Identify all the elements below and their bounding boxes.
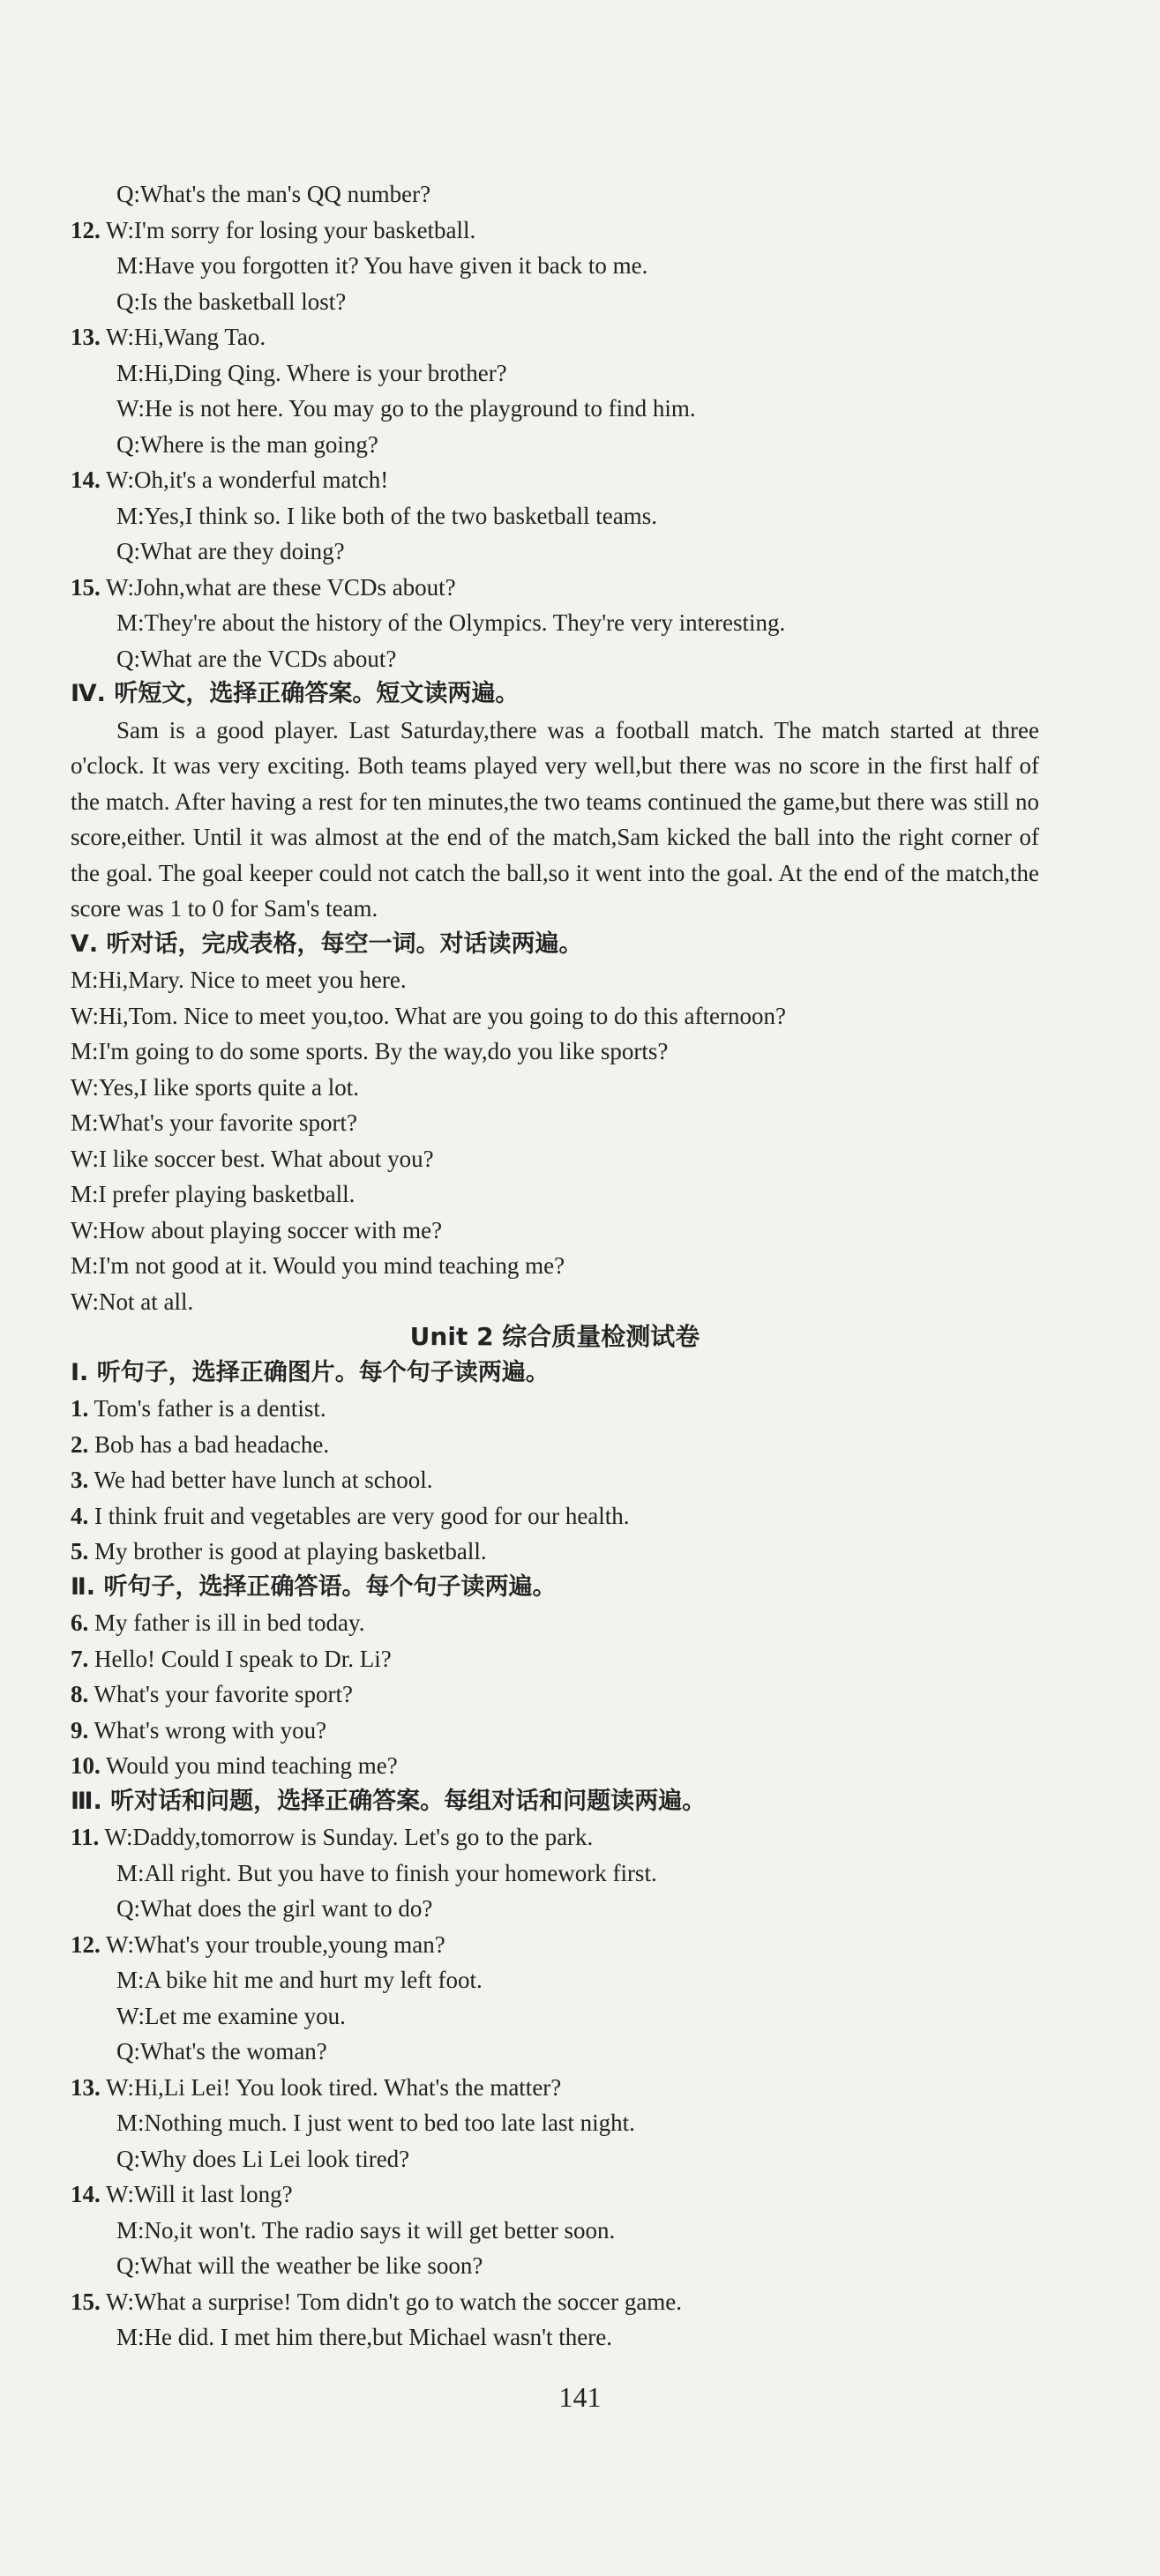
dialogue-line: W:Yes,I like sports quite a lot. <box>71 1073 359 1101</box>
dialogue-line: W:I like soccer best. What about you? <box>71 1145 434 1172</box>
dialogue-line: M:Hi,Ding Qing. Where is your brother? <box>116 359 507 386</box>
dialogue-line: W:How about playing soccer with me? <box>71 1216 443 1243</box>
dialogue-line: Q:Where is the man going? <box>116 430 378 458</box>
dialogue-line: Q:What's the woman? <box>116 2038 327 2065</box>
item-number: 12. <box>71 216 101 243</box>
item-number: 12. <box>71 1930 101 1958</box>
sentence-text: What's wrong with you? <box>94 1716 327 1743</box>
sentence-text: Bob has a bad headache. <box>94 1430 330 1458</box>
dialogue-line: M:A bike hit me and hurt my left foot. <box>116 1967 483 1993</box>
passage-paragraph: Sam is a good player. Last Saturday,there was a football match. The match started at three o'clock. It was very exciting. Both teams played very well,but there was no score in the first half of the match. After having a rest for ten minutes,the two teams continued the game,but there was still no score,either. Until it was almost at the end of the match,Sam kicked the ball into the right corner of the goal. The goal keeper could not catch the ball,so it went into the goal. At the end of the match,the score was 1 to 0 for Sam's team. <box>71 716 1039 922</box>
sentence-text: My brother is good at playing basketball. <box>94 1538 487 1564</box>
dialogue-line <box>71 213 1041 249</box>
item-number: 15. <box>71 2288 101 2315</box>
dialogue-line <box>71 462 1041 498</box>
dialogue-text: W:John,what are these VCDs about? <box>106 573 456 601</box>
dialogue-line <box>71 319 1041 355</box>
section-heading: Ⅴ. 听对话，完成表格，每空一词。对话读两遍。 <box>71 930 583 958</box>
dialogue-line: W:He is not here. You may go to the playground to find him. <box>116 395 696 422</box>
dialogue-line: M:What's your favorite sport? <box>71 1109 358 1136</box>
dialogue-text: W:I'm sorry for losing your basketball. <box>106 216 476 243</box>
dialogue-line: M:No,it won't. The radio says it will get better soon. <box>116 2216 616 2244</box>
dialogue-line <box>71 1927 1041 1963</box>
sentence-item <box>71 1748 1041 1784</box>
unit-title: Unit 2 综合质量检测试卷 <box>409 1322 700 1351</box>
dialogue-line: M:Have you forgotten it? You have given it back to me. <box>116 252 648 279</box>
sentence-item <box>71 1676 1041 1713</box>
section-heading: Ⅳ. 听短文，选择正确答案。短文读两遍。 <box>71 680 520 707</box>
dialogue-text: W:What a surprise! Tom didn't go to watch the soccer game. <box>106 2288 683 2315</box>
dialogue-text: W:Will it last long? <box>106 2181 293 2207</box>
dialogue-text: W:Hi,Li Lei! You look tired. What's the matter? <box>106 2073 562 2101</box>
dialogue-line: M:I'm going to do some sports. By the way,do you like sports? <box>71 1038 669 1064</box>
dialogue-line <box>71 2177 1041 2213</box>
item-number: 13. <box>71 2073 101 2101</box>
item-number: 7. <box>71 1645 89 1672</box>
dialogue-line: Q:What are the VCDs about? <box>116 645 397 672</box>
sentence-item <box>71 1427 1041 1463</box>
dialogue-line: Q:Is the basketball lost? <box>116 287 347 315</box>
item-number: 14. <box>71 467 101 493</box>
page-number: 141 <box>558 2381 602 2413</box>
dialogue-line: Q:What will the weather be like soon? <box>116 2252 483 2279</box>
dialogue-line <box>71 2284 1041 2320</box>
item-number: 11. <box>71 1824 100 1850</box>
item-number: 4. <box>71 1502 89 1529</box>
dialogue-line: Q:Why does Li Lei look tired? <box>116 2145 410 2172</box>
item-number: 15. <box>71 573 101 601</box>
sentence-item <box>71 1498 1041 1534</box>
dialogue-line: M:They're about the history of the Olympics. They're very interesting. <box>116 609 786 636</box>
dialogue-line: W:Not at all. <box>71 1288 194 1315</box>
sentence-text: My father is ill in bed today. <box>94 1609 365 1636</box>
dialogue-text: W:Daddy,tomorrow is Sunday. Let's go to the park. <box>104 1824 594 1850</box>
item-number: 10. <box>71 1752 101 1779</box>
item-number: 9. <box>71 1716 89 1743</box>
item-number: 3. <box>71 1467 89 1493</box>
dialogue-line <box>71 1819 1041 1855</box>
sentence-text: Would you mind teaching me? <box>106 1752 398 1779</box>
dialogue-text: W:What's your trouble,young man? <box>106 1930 445 1958</box>
sentence-item <box>71 1641 1041 1677</box>
dialogue-line: M:I'm not good at it. Would you mind teaching me? <box>71 1252 565 1279</box>
item-number: 1. <box>71 1395 89 1422</box>
item-number: 6. <box>71 1609 89 1636</box>
item-number: 2. <box>71 1430 89 1458</box>
sentence-text: Hello! Could I speak to Dr. Li? <box>94 1645 392 1672</box>
sentence-text: What's your favorite sport? <box>94 1681 354 1707</box>
dialogue-line: W:Let me examine you. <box>116 2002 346 2029</box>
dialogue-line: M:He did. I met him there,but Michael wasn't there. <box>116 2324 612 2350</box>
sentence-item <box>71 1605 1041 1641</box>
dialogue-text: W:Oh,it's a wonderful match! <box>106 467 389 493</box>
section-heading: Ⅰ. 听句子，选择正确图片。每个句子读两遍。 <box>71 1358 550 1386</box>
sentence-item <box>71 1391 1041 1427</box>
item-number: 8. <box>71 1681 89 1707</box>
item-number: 13. <box>71 324 101 350</box>
dialogue-line: Q:What does the girl want to do? <box>116 1895 433 1922</box>
sentence-item <box>71 1713 1041 1749</box>
dialogue-line: M:All right. But you have to finish your homework first. <box>116 1859 657 1886</box>
dialogue-line: M:I prefer playing basketball. <box>71 1181 355 1207</box>
dialogue-line: W:Hi,Tom. Nice to meet you,too. What are you going to do this afternoon? <box>71 1002 786 1029</box>
page-content <box>71 176 1041 2356</box>
section-heading: Ⅲ. 听对话和问题，选择正确答案。每组对话和问题读两遍。 <box>71 1787 707 1815</box>
sentence-text: We had better have lunch at school. <box>94 1467 433 1493</box>
dialogue-line <box>71 2070 1041 2106</box>
sentence-text: I think fruit and vegetables are very good for our health. <box>94 1502 630 1529</box>
sentence-item <box>71 1462 1041 1498</box>
sentence-item <box>71 1534 1041 1570</box>
dialogue-line: M:Nothing much. I just went to bed too late last night. <box>116 2109 635 2136</box>
dialogue-text: W:Hi,Wang Tao. <box>106 324 266 350</box>
dialogue-line: M:Hi,Mary. Nice to meet you here. <box>71 967 407 993</box>
item-number: 14. <box>71 2181 101 2207</box>
section-heading: Ⅱ. 听句子，选择正确答语。每个句子读两遍。 <box>71 1572 557 1601</box>
dialogue-line: Q:What are they doing? <box>116 538 345 564</box>
sentence-text: Tom's father is a dentist. <box>94 1395 326 1422</box>
dialogue-line: Q:What's the man's QQ number? <box>116 181 431 207</box>
dialogue-line <box>71 570 1041 606</box>
dialogue-line: M:Yes,I think so. I like both of the two basketball teams. <box>116 502 657 529</box>
item-number: 5. <box>71 1538 89 1564</box>
